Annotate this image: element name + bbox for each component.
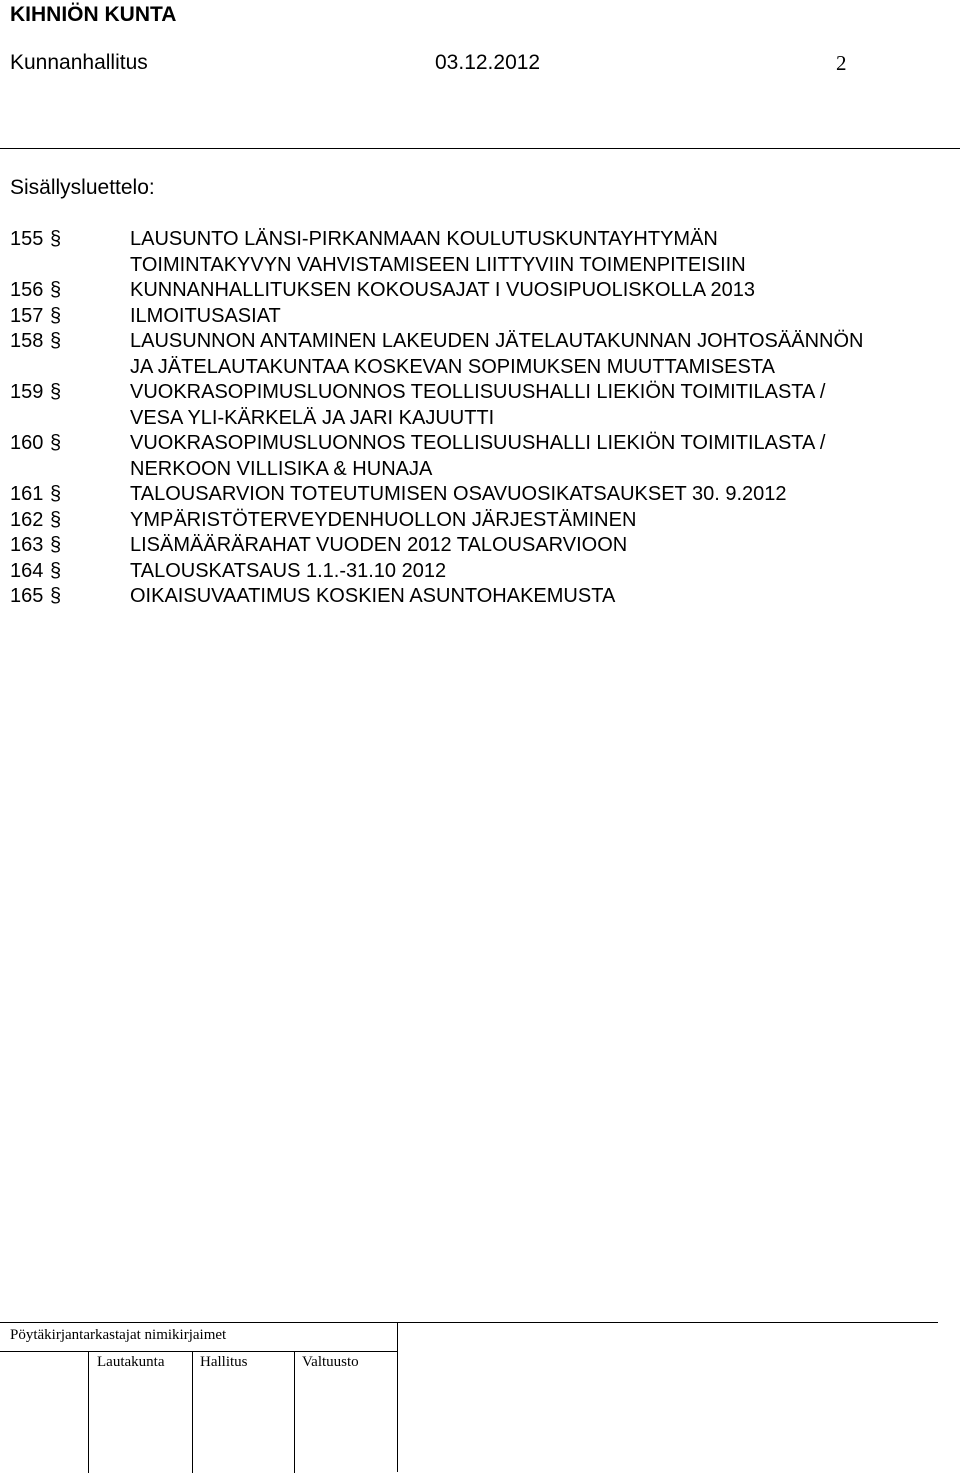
toc-entry-number: 157 <box>10 304 44 327</box>
section-symbol: § <box>50 432 62 454</box>
signature-footer <box>0 1322 398 1472</box>
board-name: Kunnanhallitus <box>10 51 148 74</box>
section-symbol: § <box>50 330 62 352</box>
toc-entry-title <box>130 482 955 508</box>
toc-entry-title <box>130 304 955 330</box>
toc-entry-number: 160 <box>10 432 44 454</box>
toc-entry-number: 158 <box>10 330 44 352</box>
page-number: 2 <box>836 51 847 75</box>
organization-name: KIHNIÖN KUNTA <box>10 3 177 26</box>
section-symbol: § <box>50 304 62 327</box>
section-symbol: § <box>50 559 62 582</box>
footer-column-divider <box>88 1351 89 1473</box>
toc-entry <box>10 533 955 559</box>
toc-entry <box>10 508 955 534</box>
table-of-contents <box>10 227 955 610</box>
toc-entry-title-line: TOIMINTAKYVYN VAHVISTAMISEEN LIITTYVIIN TOIMENPITEISIIN <box>130 253 746 276</box>
toc-entry-number: 159 <box>10 381 44 403</box>
toc-entry <box>10 584 955 610</box>
toc-entry-number: 165 <box>10 585 44 607</box>
toc-entry-title <box>130 227 955 278</box>
toc-entry-number: 163 <box>10 534 44 556</box>
footer-divider <box>0 1351 397 1352</box>
toc-entry-title-line: LAUSUNNON ANTAMINEN LAKEUDEN JÄTELAUTAKUNNAN JOHTOSÄÄNNÖN <box>130 330 864 352</box>
footer-column-divider <box>192 1351 193 1473</box>
header-divider <box>0 148 960 149</box>
meeting-date: 03.12.2012 <box>435 51 541 74</box>
toc-entry <box>10 431 955 482</box>
footer-column-divider <box>294 1351 295 1473</box>
section-symbol: § <box>50 483 62 505</box>
toc-entry-title-line: VUOKRASOPIMUSLUONNOS TEOLLISUUSHALLI LIEKIÖN TOIMITILASTA / <box>130 381 826 403</box>
toc-entry <box>10 559 955 585</box>
toc-entry-title-line: KUNNANHALLITUKSEN KOKOUSAJAT I VUOSIPUOLISKOLLA 2013 <box>130 279 756 301</box>
toc-entry-title <box>130 508 955 534</box>
footer-body-valtuusto: Valtuusto <box>302 1354 359 1370</box>
toc-entry-title <box>130 559 955 585</box>
section-symbol: § <box>50 279 62 301</box>
toc-entry-title-line: JA JÄTELAUTAKUNTAA KOSKEVAN SOPIMUKSEN MUUTTAMISESTA <box>130 355 775 378</box>
toc-entry-title <box>130 584 955 610</box>
footer-title: Pöytäkirjantarkastajat nimikirjaimet <box>10 1327 227 1343</box>
toc-entry-title <box>130 431 955 482</box>
toc-entry-title-line: VESA YLI-KÄRKELÄ JA JARI KAJUUTTI <box>130 406 495 429</box>
toc-entry-title-line: TALOUSKATSAUS 1.1.-31.10 2012 <box>130 559 447 582</box>
footer-body-lautakunta: Lautakunta <box>97 1354 165 1370</box>
toc-entry-number: 155 <box>10 228 44 250</box>
toc-entry-title-line: ILMOITUSASIAT <box>130 304 281 327</box>
toc-entry <box>10 380 955 431</box>
section-symbol: § <box>50 228 62 250</box>
toc-entry-title-line: VUOKRASOPIMUSLUONNOS TEOLLISUUSHALLI LIEKIÖN TOIMITILASTA / <box>130 432 826 454</box>
toc-entry-title <box>130 278 955 304</box>
toc-entry-title <box>130 380 955 431</box>
toc-entry <box>10 329 955 380</box>
toc-entry <box>10 304 955 330</box>
toc-entry-title-line: LAUSUNTO LÄNSI-PIRKANMAAN KOULUTUSKUNTAYHTYMÄN <box>130 228 718 250</box>
toc-heading: Sisällysluettelo: <box>10 176 155 199</box>
toc-entry <box>10 278 955 304</box>
toc-entry-number: 161 <box>10 483 44 505</box>
section-symbol: § <box>50 508 62 531</box>
toc-entry-title-line: YMPÄRISTÖTERVEYDENHUOLLON JÄRJESTÄMINEN <box>130 508 637 531</box>
section-symbol: § <box>50 585 62 607</box>
document-header <box>10 50 950 76</box>
section-symbol: § <box>50 381 62 403</box>
toc-entry-title-line: LISÄMÄÄRÄRAHAT VUODEN 2012 TALOUSARVIOON <box>130 534 628 556</box>
toc-entry-number: 164 <box>10 559 44 582</box>
section-symbol: § <box>50 534 62 556</box>
toc-entry-title-line: TALOUSARVION TOTEUTUMISEN OSAVUOSIKATSAUKSET 30. 9.2012 <box>130 483 787 505</box>
toc-entry-number: 162 <box>10 508 44 531</box>
toc-entry <box>10 227 955 278</box>
toc-entry-title-line: OIKAISUVAATIMUS KOSKIEN ASUNTOHAKEMUSTA <box>130 585 616 607</box>
footer-rule <box>398 1322 938 1323</box>
footer-body-hallitus: Hallitus <box>200 1354 248 1370</box>
toc-entry-title <box>130 533 955 559</box>
toc-entry-number: 156 <box>10 279 44 301</box>
toc-entry-title <box>130 329 955 380</box>
toc-entry <box>10 482 955 508</box>
toc-entry-title-line: NERKOON VILLISIKA & HUNAJA <box>130 457 433 480</box>
